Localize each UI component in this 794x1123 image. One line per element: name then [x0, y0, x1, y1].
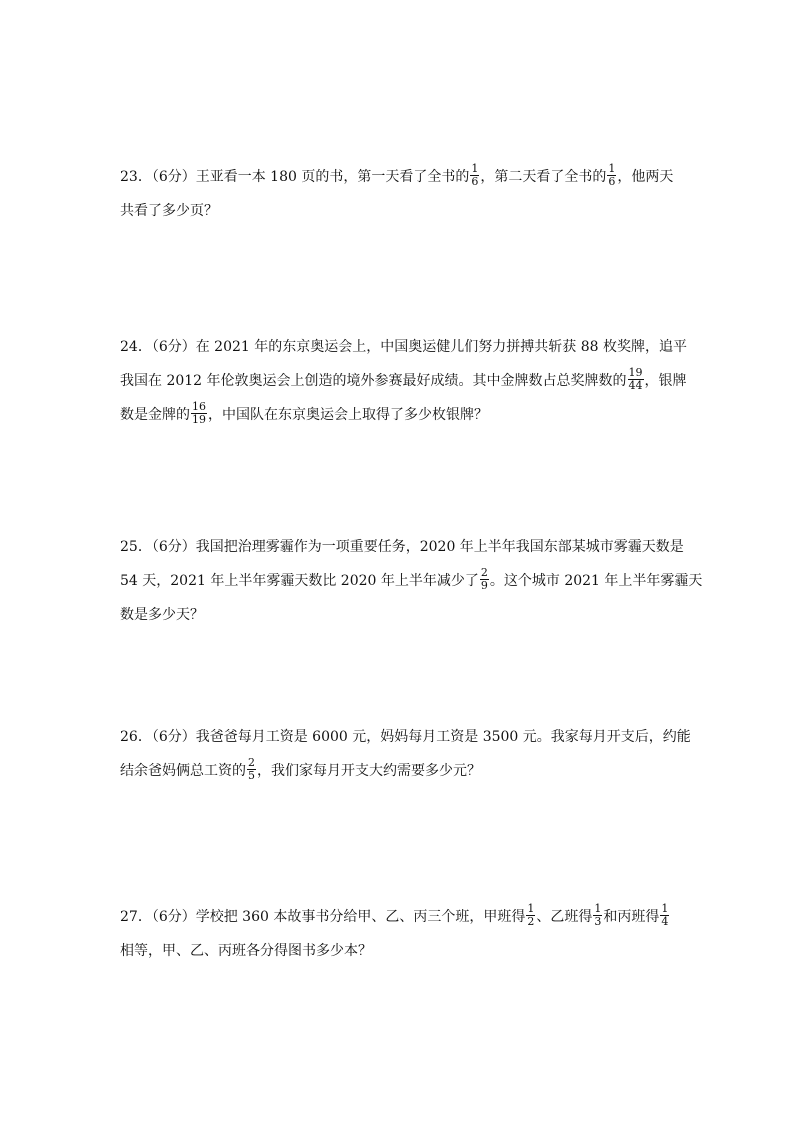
question-text: 24．（6分）在 2021 年的东京奥运会上，中国奥运健儿们努力拼搏共斩获 88 枚奖牌，追平 [120, 339, 687, 355]
fraction-numerator: 2 [248, 755, 255, 769]
fraction-denominator: 5 [248, 768, 255, 782]
question-text: ，我们家每月开支大约需要多少元？ [257, 763, 481, 779]
question-text: ，他两天 [617, 169, 674, 185]
fraction [593, 903, 602, 928]
fraction [247, 757, 256, 782]
question-line [120, 720, 691, 754]
question-text: 26．（6分）我爸爸每月工资是 6000 元，妈妈每月工资是 3500 元。我家每月开支后，约能 [120, 729, 691, 745]
fraction-numerator: 1 [471, 161, 479, 175]
question-line [120, 564, 703, 598]
fraction [607, 163, 616, 188]
question-text: 我国在 2012 年伦敦奥运会上创造的境外参赛最好成绩。其中金牌数占总奖牌数的 [120, 373, 627, 389]
fraction-numerator: 2 [480, 565, 488, 579]
question-line [120, 364, 687, 398]
question-line [120, 900, 680, 934]
question-text: 数是多少天？ [120, 607, 204, 623]
question-text: 27．（6分）学校把 360 本故事书分给甲、乙、丙三个班，甲班得 [120, 909, 526, 925]
fraction [526, 903, 535, 928]
fraction-denominator: 4 [661, 914, 669, 928]
question-line [120, 398, 680, 432]
question-25 [120, 530, 703, 632]
fraction-numerator: 1 [594, 901, 602, 915]
question-text: ，中国队在东京奥运会上取得了多少枚银牌？ [208, 407, 488, 423]
question-text: ，第二天看了全书的 [480, 169, 607, 185]
question-line [120, 598, 680, 632]
question-text: 25．（6分）我国把治理雾霾作为一项重要任务，2020 年上半年我国东部某城市雾霾天数是 [120, 539, 684, 555]
question-23 [120, 160, 680, 228]
question-line [120, 160, 680, 194]
question-line [120, 530, 684, 564]
question-text: 。这个城市 2021 年上半年雾霾天 [489, 573, 703, 589]
fraction [660, 903, 669, 928]
question-text: 结余爸妈俩总工资的 [120, 763, 246, 779]
fraction-numerator: 16 [192, 399, 206, 413]
question-text: 23．（6分）王亚看一本 180 页的书，第一天看了全书的 [120, 169, 470, 185]
question-text: 54 天，2021 年上半年雾霾天数比 2020 年上半年减少了 [120, 573, 479, 589]
fraction-denominator: 44 [628, 378, 643, 392]
question-text: 和丙班得 [603, 909, 660, 925]
question-line [120, 934, 680, 968]
question-text: 相等，甲、乙、丙班各分得图书多少本？ [120, 943, 372, 959]
fraction-denominator: 3 [594, 914, 602, 928]
fraction-denominator: 2 [527, 914, 535, 928]
question-line [120, 754, 680, 788]
fraction-denominator: 6 [471, 174, 479, 188]
question-27 [120, 900, 680, 968]
fraction [470, 163, 479, 188]
fraction [628, 367, 644, 392]
question-line [120, 194, 680, 228]
fraction-denominator: 19 [192, 412, 206, 426]
question-24 [120, 330, 687, 432]
question-line [120, 330, 687, 364]
question-text: 共看了多少页？ [120, 203, 218, 219]
fraction [191, 401, 207, 426]
question-text: ，银牌 [644, 373, 687, 389]
question-text: 、乙班得 [536, 909, 593, 925]
fraction [480, 567, 489, 592]
question-26 [120, 720, 691, 788]
fraction-numerator: 1 [661, 901, 669, 915]
fraction-numerator: 19 [628, 365, 643, 379]
fraction-denominator: 9 [480, 578, 488, 592]
fraction-numerator: 1 [527, 901, 535, 915]
fraction-numerator: 1 [608, 161, 616, 175]
question-text: 数是金牌的 [120, 407, 190, 423]
fraction-denominator: 6 [608, 174, 616, 188]
